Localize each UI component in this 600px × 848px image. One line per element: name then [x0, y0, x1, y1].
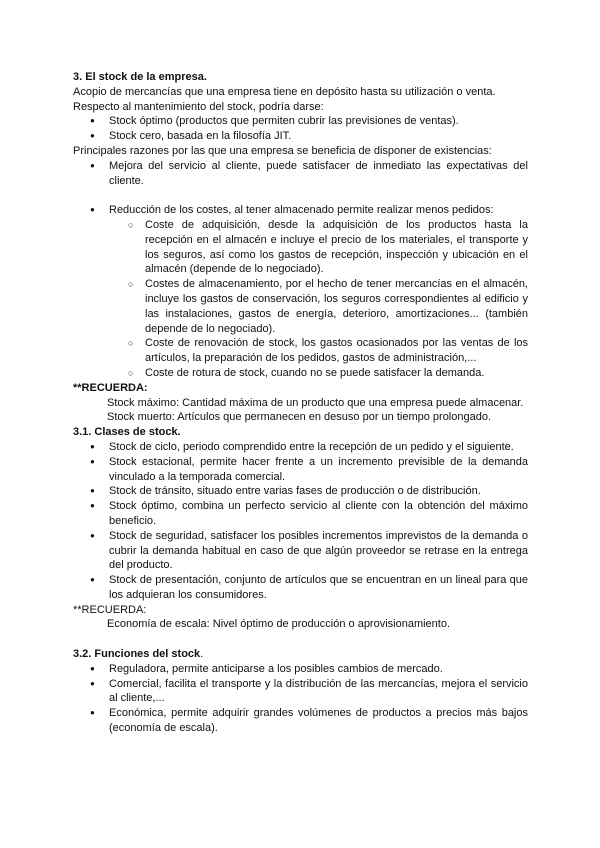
list-item: ● Stock de tránsito, situado entre varias fases de producción o de distribución. — [73, 484, 528, 499]
maintenance-paragraph: Respecto al mantenimiento del stock, podría darse: — [73, 100, 324, 113]
list-item: ● Stock de ciclo, periodo comprendido entre la recepción de un pedido y el siguiente. — [73, 440, 528, 455]
recuerda-stock-muerto: Stock muerto: Artículos que permanecen en desuso por un tiempo prolongado. — [107, 411, 492, 424]
definition-paragraph: Acopio de mercancías que una empresa tiene en depósito hasta su utilización o venta. — [73, 85, 496, 98]
section-heading-funciones-line — [73, 647, 528, 662]
list-item: ● Reguladora, permite anticiparse a los posibles cambios de mercado. — [73, 662, 528, 677]
recuerda-label: **RECUERDA: — [73, 603, 147, 616]
spacer — [73, 632, 528, 647]
sub-list-item: ○ Coste de renovación de stock, los gastos ocasionados por las ventas de los artículos, la preparación de los pedidos, gastos de administración,... — [73, 336, 528, 366]
costs-list — [73, 218, 528, 381]
list-item: ● Stock óptimo (productos que permiten cubrir las previsiones de ventas). — [73, 114, 528, 129]
list-item: ● Stock estacional, permite hacer frente a un incremento previsible de la demanda vinculado a la temporada comercial. — [73, 455, 528, 485]
list-item — [73, 203, 528, 218]
reasons-list-continued — [73, 203, 528, 218]
list-item: ● Stock cero, basada en la filosofía JIT. — [73, 129, 528, 144]
list-item: ● Económica, permite adquirir grandes volúmenes de productos a precios más bajos (economía de escala). — [73, 706, 528, 736]
list-item: ● Mejora del servicio al cliente, puede satisfacer de inmediato las expectativas del cliente. — [73, 159, 528, 189]
list-item: ● Comercial, facilita el transporte y la distribución de las mercancías, mejora el servicio al cliente,... — [73, 677, 528, 707]
list-item: ● Stock óptimo, combina un perfecto servicio al cliente con la obtención del máximo beneficio. — [73, 499, 528, 529]
section-heading-clases: 3.1. Clases de stock. — [73, 426, 181, 439]
section-heading-funciones: 3.2. Funciones del stock — [73, 648, 201, 661]
heading-period: . — [200, 648, 204, 661]
clases-list — [73, 440, 528, 603]
list-item-text: Reducción de los costes, al tener almacenado permite realizar menos pedidos: — [109, 204, 494, 217]
recuerda-stock-maximo: Stock máximo: Cantidad máxima de un producto que una empresa puede almacenar. — [107, 396, 524, 409]
list-item: ● Stock de presentación, conjunto de artículos que se encuentran en un lineal para que los adquieran los consumidores. — [73, 573, 528, 603]
sub-list-item: ○ Coste de rotura de stock, cuando no se puede satisfacer la demanda. — [73, 366, 528, 381]
sub-list-item: ○ Costes de almacenamiento, por el hecho de tener mercancías en el almacén, incluye los gastos de conservación, los seguros correspondientes al edificio y las instalaciones, gastos de energía, deterioro, amortizaciones... (también depende de lo negociado). — [73, 277, 528, 336]
recuerda-economia-escala: Economía de escala: Nivel óptimo de producción o aprovisionamiento. — [107, 618, 451, 631]
funciones-list — [73, 662, 528, 736]
list-item: ● Stock de seguridad, satisfacer los posibles incrementos imprevistos de la demanda o cubrir la demanda habitual en caso de que algún proveedor se retrase en la entrega del producto. — [73, 529, 528, 573]
recuerda-label: **RECUERDA: — [73, 381, 148, 394]
reasons-paragraph: Principales razones por las que una empresa se beneficia de disponer de existencias: — [73, 144, 492, 157]
stock-types-list — [73, 114, 528, 144]
spacer — [73, 188, 528, 203]
sub-list-item: ○ Coste de adquisición, desde la adquisición de los productos hasta la recepción en el almacén e incluye el precio de los materiales, el transporte y los seguros, así como los gastos de recepción, inspección y ubicación en el almacén (depende de lo negociado). — [73, 218, 528, 277]
reasons-list — [73, 159, 528, 189]
section-heading-stock: 3. El stock de la empresa. — [73, 71, 207, 83]
